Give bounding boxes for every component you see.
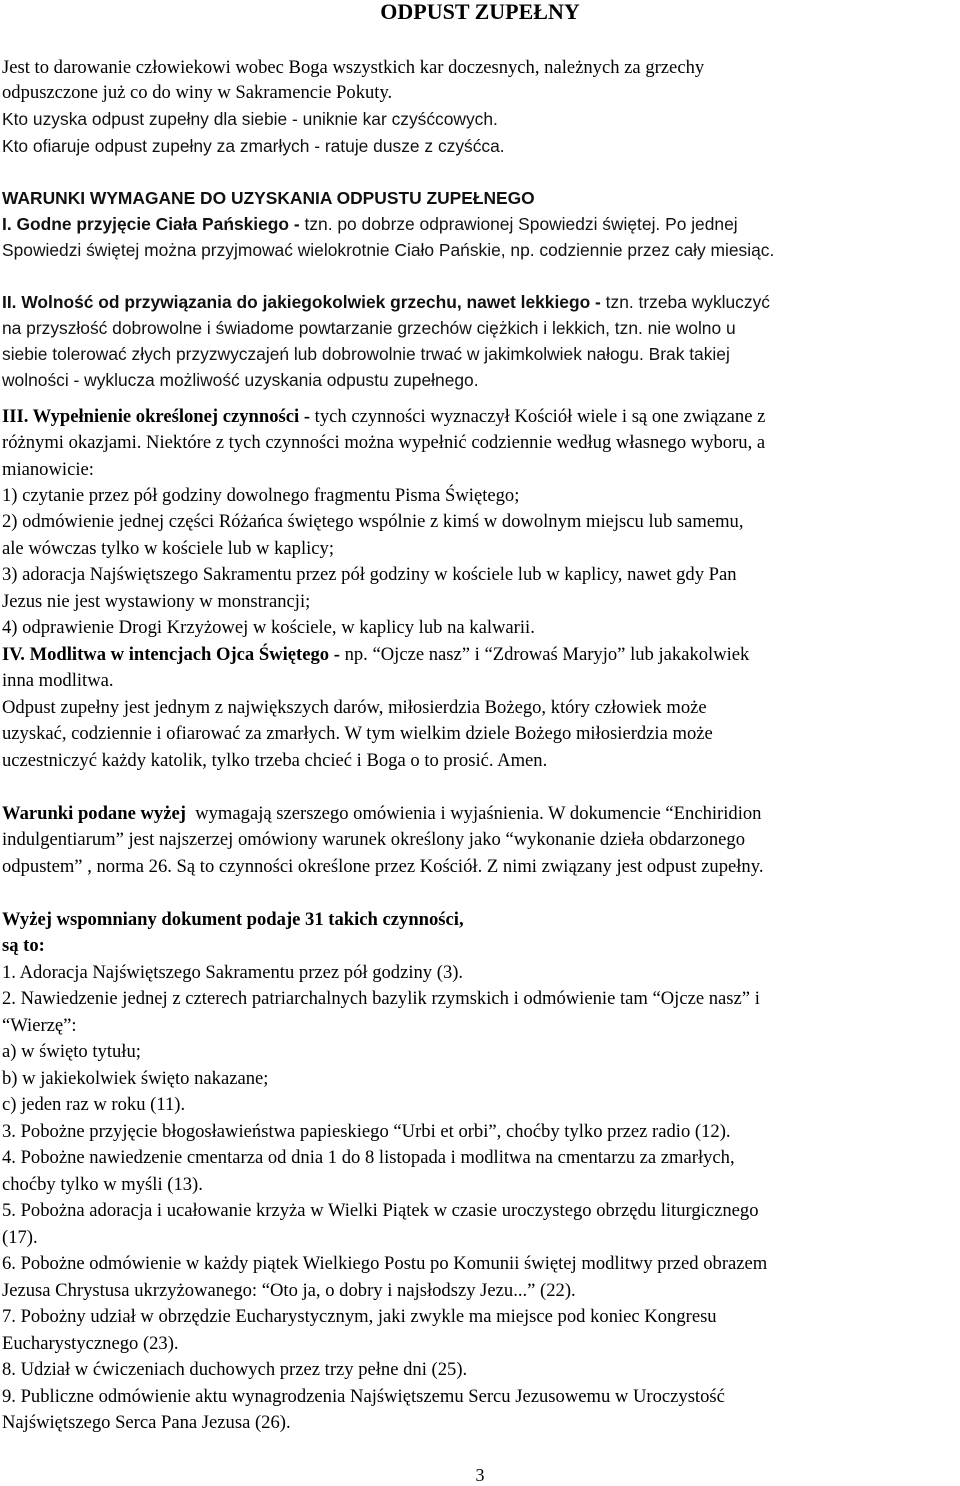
activity-item-line: Jezus nie jest wystawiony w monstrancji;	[2, 591, 311, 612]
condition-4-heading: IV. Modlitwa w intencjach Ojca Świętego -	[2, 644, 345, 665]
list-item-line: (17).	[2, 1227, 38, 1248]
note-heading: Warunki podane wyżej	[2, 803, 186, 824]
list-item-line: Najświętszego Serca Pana Jezusa (26).	[2, 1412, 291, 1433]
conditions-heading: WARUNKI WYMAGANE DO UZYSKANIA ODPUSTU ZUPEŁNEGO	[2, 188, 535, 208]
condition-3	[2, 404, 765, 430]
intro-line: Kto ofiaruje odpust zupełny za zmarłych - ratuje dusze z czyśćca.	[2, 136, 505, 156]
intro-line: Kto uzyska odpust zupełny dla siebie - uniknie kar czyśćcowych.	[2, 109, 498, 129]
condition-2-heading: II. Wolność od przywiązania do jakiegokolwiek grzechu, nawet lekkiego -	[2, 292, 606, 312]
condition-1-heading: I. Godne przyjęcie Ciała Pańskiego -	[2, 214, 305, 234]
activity-item: 1) czytanie przez pół godziny dowolnego fragmentu Pisma Świętego;	[2, 485, 520, 506]
list-subitem: c) jeden raz w roku (11).	[2, 1094, 186, 1115]
list-item-line: Eucharystycznego (23).	[2, 1333, 179, 1354]
activity-item-line: ale wówczas tylko w kościele lub w kaplicy;	[2, 538, 335, 559]
list-heading: są to:	[2, 935, 45, 956]
list-subitem: b) w jakiekolwiek święto nakazane;	[2, 1068, 269, 1089]
condition-4	[2, 642, 749, 668]
page-title: ODPUST ZUPEŁNY	[380, 0, 580, 24]
condition-2	[2, 289, 770, 315]
list-item: 8. Udział w ćwiczeniach duchowych przez trzy pełne dni (25).	[2, 1359, 468, 1380]
condition-1-line: Spowiedzi świętej można przyjmować wielokrotnie Ciało Pańskie, np. codziennie przez cały miesiąc.	[2, 240, 775, 260]
list-item-line: “Wierzę”:	[2, 1015, 77, 1036]
closing-line: Odpust zupełny jest jednym z największych darów, miłosierdzia Bożego, który człowiek może	[2, 697, 707, 718]
condition-2-line: na przyszłość dobrowolne i świadome powtarzanie grzechów ciężkich i lekkich, tzn. nie wolno u	[2, 318, 736, 338]
note-line: odpustem” , norma 26. Są to czynności określone przez Kościół. Z nimi związany jest odpust zupełny.	[2, 856, 764, 877]
note	[2, 801, 761, 827]
list-item: 3. Pobożne przyjęcie błogosławieństwa papieskiego “Urbi et orbi”, choćby tylko przez radio (12).	[2, 1121, 731, 1142]
list-item: 4. Pobożne nawiedzenie cmentarza od dnia 1 do 8 listopada i modlitwa na cmentarzu za zmarłych,	[2, 1147, 735, 1168]
list-item: 7. Pobożny udział w obrzędzie Eucharystycznym, jaki zwykle ma miejsce pod koniec Kongresu	[2, 1306, 717, 1327]
condition-1	[2, 211, 738, 237]
intro-line: odpuszczone już co do winy w Sakramencie Pokuty.	[2, 82, 393, 103]
condition-3-line: mianowicie:	[2, 459, 94, 480]
condition-3-text: tych czynności wyznaczył Kościół wiele i są one związane z	[314, 406, 766, 427]
list-item-line: choćby tylko w myśli (13).	[2, 1174, 203, 1195]
list-item: 6. Pobożne odmówienie w każdy piątek Wielkiego Postu po Komunii świętej modlitwy przed obrazem	[2, 1253, 768, 1274]
list-item: 2. Nawiedzenie jednej z czterech patriarchalnych bazylik rzymskich i odmówienie tam “Ojcze nasz” i	[2, 988, 760, 1009]
activity-item: 2) odmówienie jednej części Różańca świętego wspólnie z kimś w dowolnym miejscu lub samemu,	[2, 511, 744, 532]
intro-line: Jest to darowanie człowiekowi wobec Boga wszystkich kar doczesnych, należnych za grzechy	[2, 57, 705, 78]
closing-line: uzyskać, codziennie i ofiarować za zmarłych. W tym wielkim dziele Bożego miłosierdzia może	[2, 723, 713, 744]
closing-line: uczestniczyć każdy katolik, tylko trzeba chcieć i Boga o to prosić. Amen.	[2, 750, 548, 771]
list-item-line: Jezusa Chrystusa ukrzyżowanego: “Oto ja, o dobry i najsłodszy Jezu...” (22).	[2, 1280, 576, 1301]
condition-2-text: tzn. trzeba wykluczyć	[605, 292, 770, 312]
condition-3-heading: III. Wypełnienie określonej czynności -	[2, 406, 315, 427]
list-subitem: a) w święto tytułu;	[2, 1041, 141, 1062]
activity-item: 3) adoracja Najświętszego Sakramentu przez pół godziny w kościele lub w kaplicy, nawet gdy Pan	[2, 564, 737, 585]
list-item: 5. Pobożna adoracja i ucałowanie krzyża w Wielki Piątek w czasie uroczystego obrzędu liturgicznego	[2, 1200, 759, 1221]
condition-2-line: wolności - wyklucza możliwość uzyskania odpustu zupełnego.	[2, 370, 479, 390]
condition-1-text: tzn. po dobrze odprawionej Spowiedzi świętej. Po jednej	[304, 214, 738, 234]
note-text: wymagają szerszego omówienia i wyjaśnienia. W dokumencie “Enchiridion	[185, 803, 762, 824]
list-heading: Wyżej wspomniany dokument podaje 31 takich czynności,	[2, 909, 464, 930]
condition-4-text: np. “Ojcze nasz” i “Zdrowaś Maryjo” lub jakakolwiek	[344, 644, 750, 665]
condition-4-line: inna modlitwa.	[2, 670, 114, 691]
page-number: 3	[475, 1465, 485, 1485]
note-line: indulgentiarum” jest najszerzej omówiony warunek określony jako “wykonanie dzieła obdarzonego	[2, 829, 745, 850]
list-item: 1. Adoracja Najświętszego Sakramentu przez pół godziny (3).	[2, 962, 464, 983]
condition-3-line: różnymi okazjami. Niektóre z tych czynności można wypełnić codziennie według własnego wyboru, a	[2, 432, 766, 453]
condition-2-line: siebie tolerować złych przyzwyczajeń lub dobrowolnie trwać w jakimkolwiek nałogu. Brak takiej	[2, 344, 730, 364]
list-item: 9. Publiczne odmówienie aktu wynagrodzenia Najświętszemu Sercu Jezusowemu w Uroczystość	[2, 1386, 725, 1407]
activity-item: 4) odprawienie Drogi Krzyżowej w kościele, w kaplicy lub na kalwarii.	[2, 617, 535, 638]
